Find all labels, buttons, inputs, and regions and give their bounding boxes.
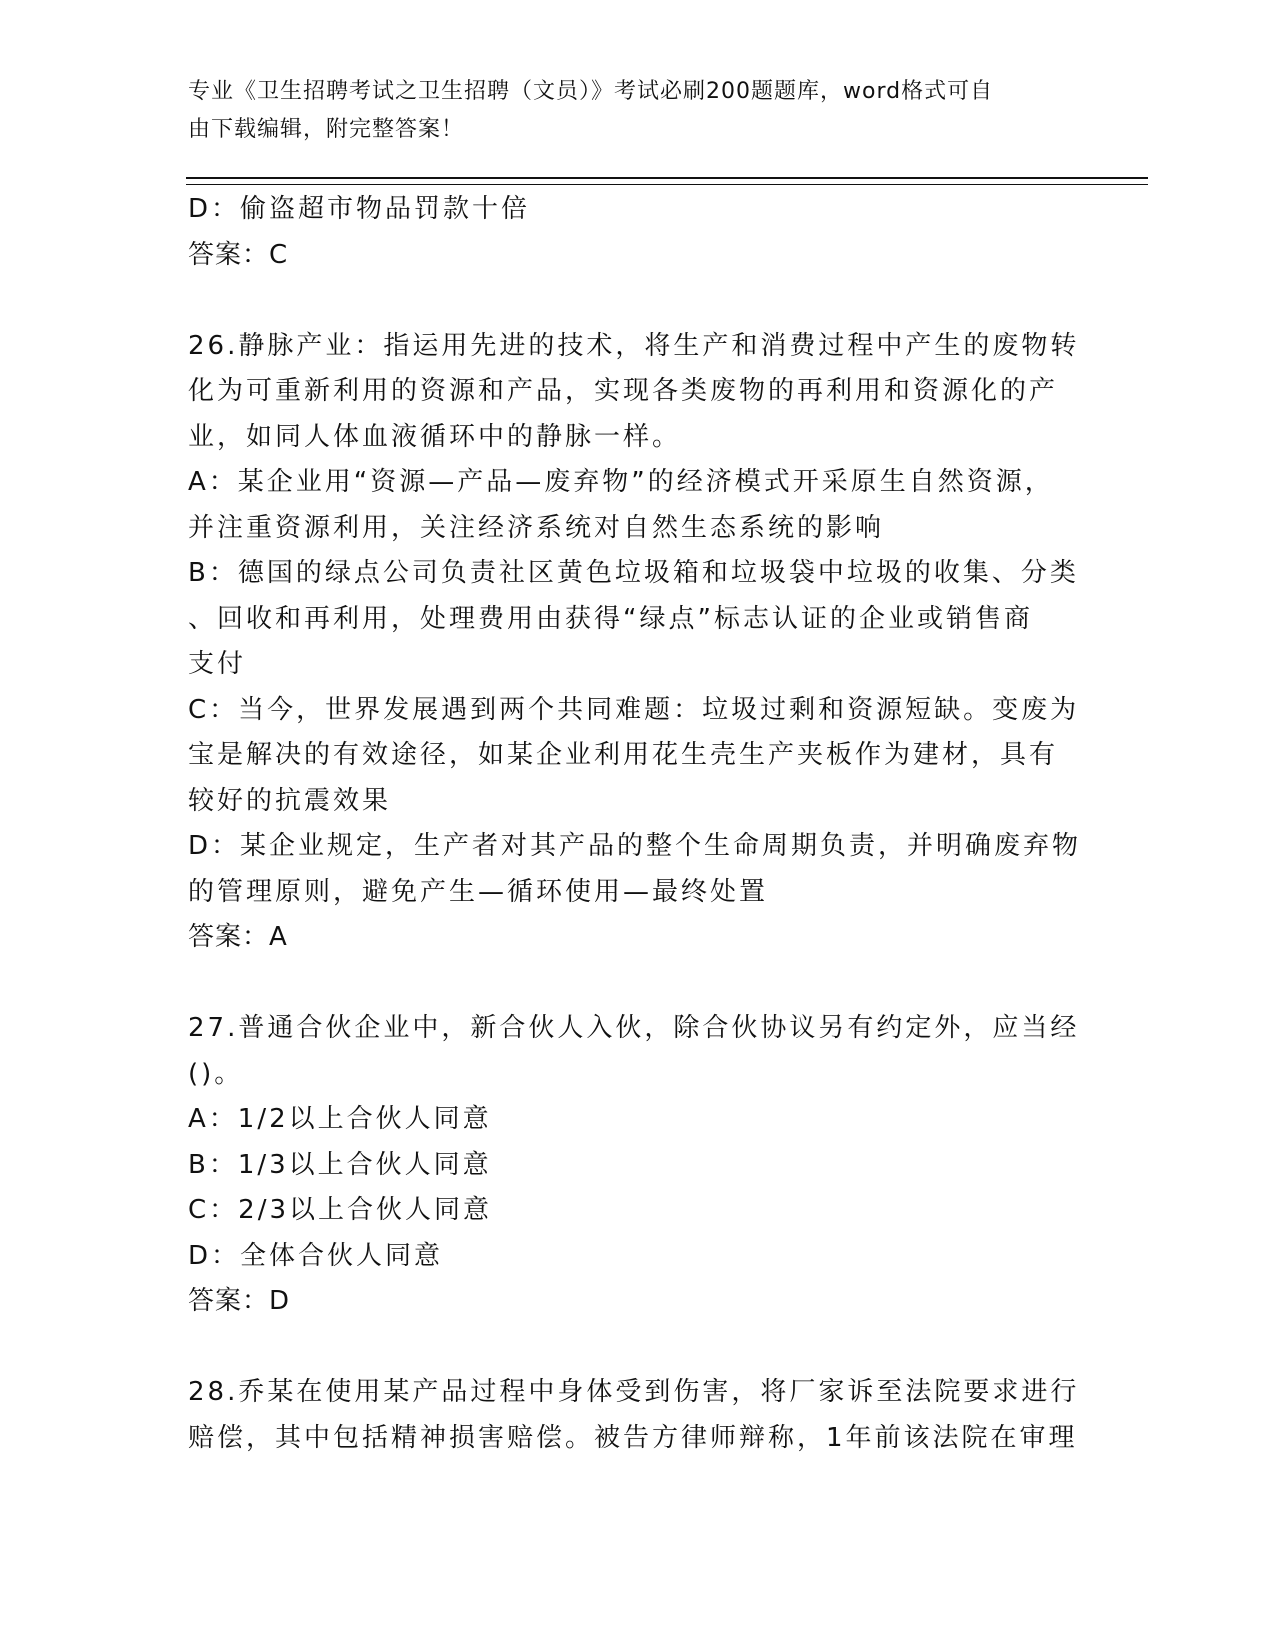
header-line-2: 由下载编辑，附完整答案！ bbox=[188, 117, 465, 142]
question-stem-line: 业，如同人体血液循环中的静脉一样。 bbox=[188, 421, 682, 452]
header-line-1: 专业《卫生招聘考试之卫生招聘（文员）》考试必刷200题题库，word格式可自 bbox=[188, 79, 994, 104]
option-d: D：偷盗超市物品罚款十倍 bbox=[188, 194, 531, 224]
question-stem-line: ()。 bbox=[188, 1058, 244, 1089]
question-25-tail bbox=[188, 187, 1088, 278]
option-b-continued: 支付 bbox=[188, 649, 247, 679]
spacer bbox=[188, 278, 1088, 324]
question-stem-line: 化为可重新利用的资源和产品，实现各类废物的再利用和资源化的产 bbox=[188, 376, 1059, 406]
option-b: B：德国的绿点公司负责社区黄色垃圾箱和垃圾袋中垃圾的收集、分类 bbox=[188, 558, 1079, 588]
option-a-continued: 并注重资源利用，关注经济系统对自然生态系统的影响 bbox=[188, 512, 885, 543]
option-a: A：某企业用“资源—产品—废弃物”的经济模式开采原生自然资源， bbox=[188, 467, 1054, 497]
document-body bbox=[188, 187, 1088, 1461]
spacer bbox=[188, 1325, 1088, 1371]
header-rule-thin bbox=[186, 184, 1148, 185]
document-header bbox=[188, 73, 1068, 149]
spacer bbox=[188, 961, 1088, 1007]
option-b-continued: 、回收和再利用，处理费用由获得“绿点”标志认证的企业或销售商 bbox=[188, 603, 1033, 634]
answer-line: 答案：A bbox=[188, 922, 288, 952]
question-stem-line: 赔偿，其中包括精神损害赔偿。被告方律师辩称，1年前该法院在审理 bbox=[188, 1422, 1078, 1453]
header-rule-thick bbox=[186, 177, 1148, 179]
option-c: C：当今，世界发展遇到两个共同难题：垃圾过剩和资源短缺。变废为 bbox=[188, 694, 1080, 725]
option-c: C：2/3以上合伙人同意 bbox=[188, 1195, 492, 1225]
question-stem-line: 26.静脉产业：指运用先进的技术，将生产和消费过程中产生的废物转 bbox=[188, 330, 1080, 361]
question-26 bbox=[188, 324, 1088, 961]
question-stem-line: 28.乔某在使用某产品过程中身体受到伤害，将厂家诉至法院要求进行 bbox=[188, 1377, 1080, 1407]
option-d: D：某企业规定，生产者对其产品的整个生命周期负责，并明确废弃物 bbox=[188, 831, 1082, 861]
option-d: D：全体合伙人同意 bbox=[188, 1240, 444, 1271]
option-a: A：1/2以上合伙人同意 bbox=[188, 1104, 492, 1134]
question-28 bbox=[188, 1370, 1088, 1461]
option-c-continued: 较好的抗震效果 bbox=[188, 785, 392, 816]
question-stem-line: 27.普通合伙企业中，新合伙人入伙，除合伙协议另有约定外，应当经 bbox=[188, 1013, 1080, 1043]
option-d-continued: 的管理原则，避免产生—循环使用—最终处置 bbox=[188, 876, 769, 907]
answer-line: 答案：C bbox=[188, 239, 289, 270]
option-c-continued: 宝是解决的有效途径，如某企业利用花生壳生产夹板作为建材，具有 bbox=[188, 740, 1059, 770]
answer-line: 答案：D bbox=[188, 1286, 291, 1316]
option-b: B：1/3以上合伙人同意 bbox=[188, 1149, 492, 1180]
question-27 bbox=[188, 1006, 1088, 1325]
